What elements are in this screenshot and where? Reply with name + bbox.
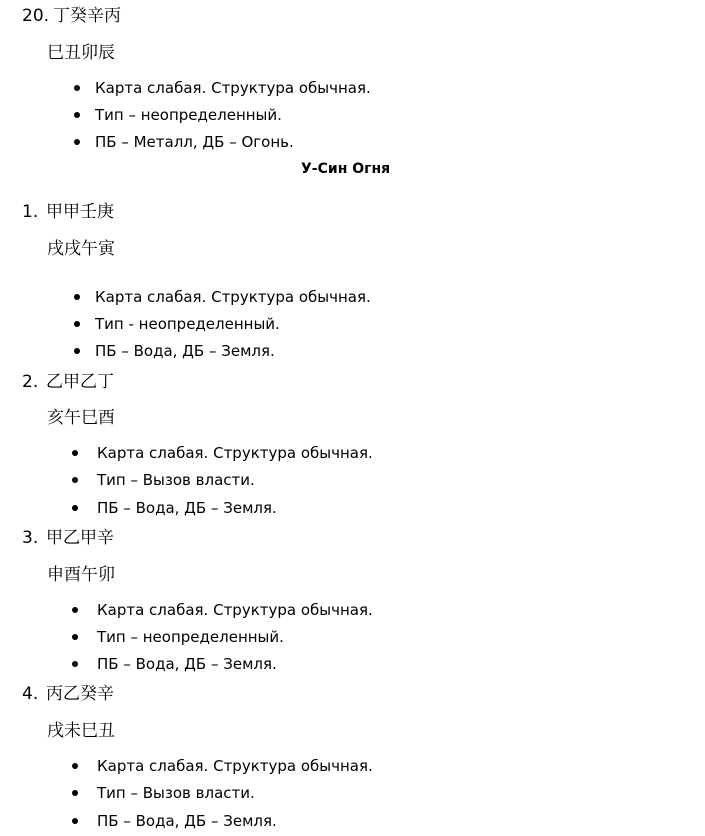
entry-2-heading [22,371,114,393]
entry-number: 3. [22,528,39,548]
earthly-branches: 戌戌午寅 [47,239,115,259]
bullet-text: Тип – Вызов власти. [97,471,255,489]
bullet-dot [74,348,80,354]
bullet-text: Тип - неопределенный. [95,315,280,333]
bullet-text: Карта слабая. Структура обычная. [97,444,373,462]
earthly-branches: 戌未巳丑 [47,721,115,741]
bullet-dot [74,321,80,327]
heavenly-stems: 甲甲壬庚 [46,202,114,222]
entry-4-heading [22,683,114,705]
bullet-text: Карта слабая. Структура обычная. [95,79,371,97]
bullet-text: Карта слабая. Структура обычная. [97,601,373,619]
bullet-dot [72,818,78,824]
bullet-dot [74,85,80,91]
bullet-dot [72,790,78,796]
bullet-text: Тип – неопределенный. [95,106,282,124]
bullet-text: Тип – неопределенный. [97,628,284,646]
bullet-text: ПБ – Вода, ДБ – Земля. [97,812,277,830]
bullet-dot [74,294,80,300]
heavenly-stems: 甲乙甲辛 [46,528,114,548]
entry-number: 1. [22,202,39,222]
entry-number: 2. [22,372,39,392]
entry-3-heading [22,527,114,549]
heavenly-stems: 丁癸辛丙 [53,6,121,26]
entry-number: 20. [22,6,50,26]
bullet-dot [72,505,78,511]
bullet-text: ПБ – Вода, ДБ – Земля. [95,342,275,360]
bullet-dot [72,634,78,640]
heavenly-stems: 丙乙癸辛 [46,684,114,704]
section-title: У-Син Огня [301,161,391,177]
earthly-branches: 亥午巳酉 [47,408,115,428]
bullet-dot [72,607,78,613]
earthly-branches: 巳丑卯辰 [47,43,115,63]
heavenly-stems: 乙甲乙丁 [46,372,114,392]
bullet-dot [72,450,78,456]
bullet-text: Тип – Вызов власти. [97,784,255,802]
entry-1-heading [22,201,114,223]
entry-number: 4. [22,684,39,704]
earthly-branches: 申酉午卯 [47,565,115,585]
bullet-text: ПБ – Металл, ДБ – Огонь. [95,133,294,151]
bullet-text: Карта слабая. Структура обычная. [97,757,373,775]
bullet-text: Карта слабая. Структура обычная. [95,288,371,306]
bullet-dot [74,139,80,145]
bullet-dot [72,661,78,667]
entry-20-heading [22,5,121,27]
bullet-text: ПБ – Вода, ДБ – Земля. [97,655,277,673]
bullet-text: ПБ – Вода, ДБ – Земля. [97,499,277,517]
bullet-dot [72,763,78,769]
bullet-dot [72,477,78,483]
bullet-dot [74,112,80,118]
